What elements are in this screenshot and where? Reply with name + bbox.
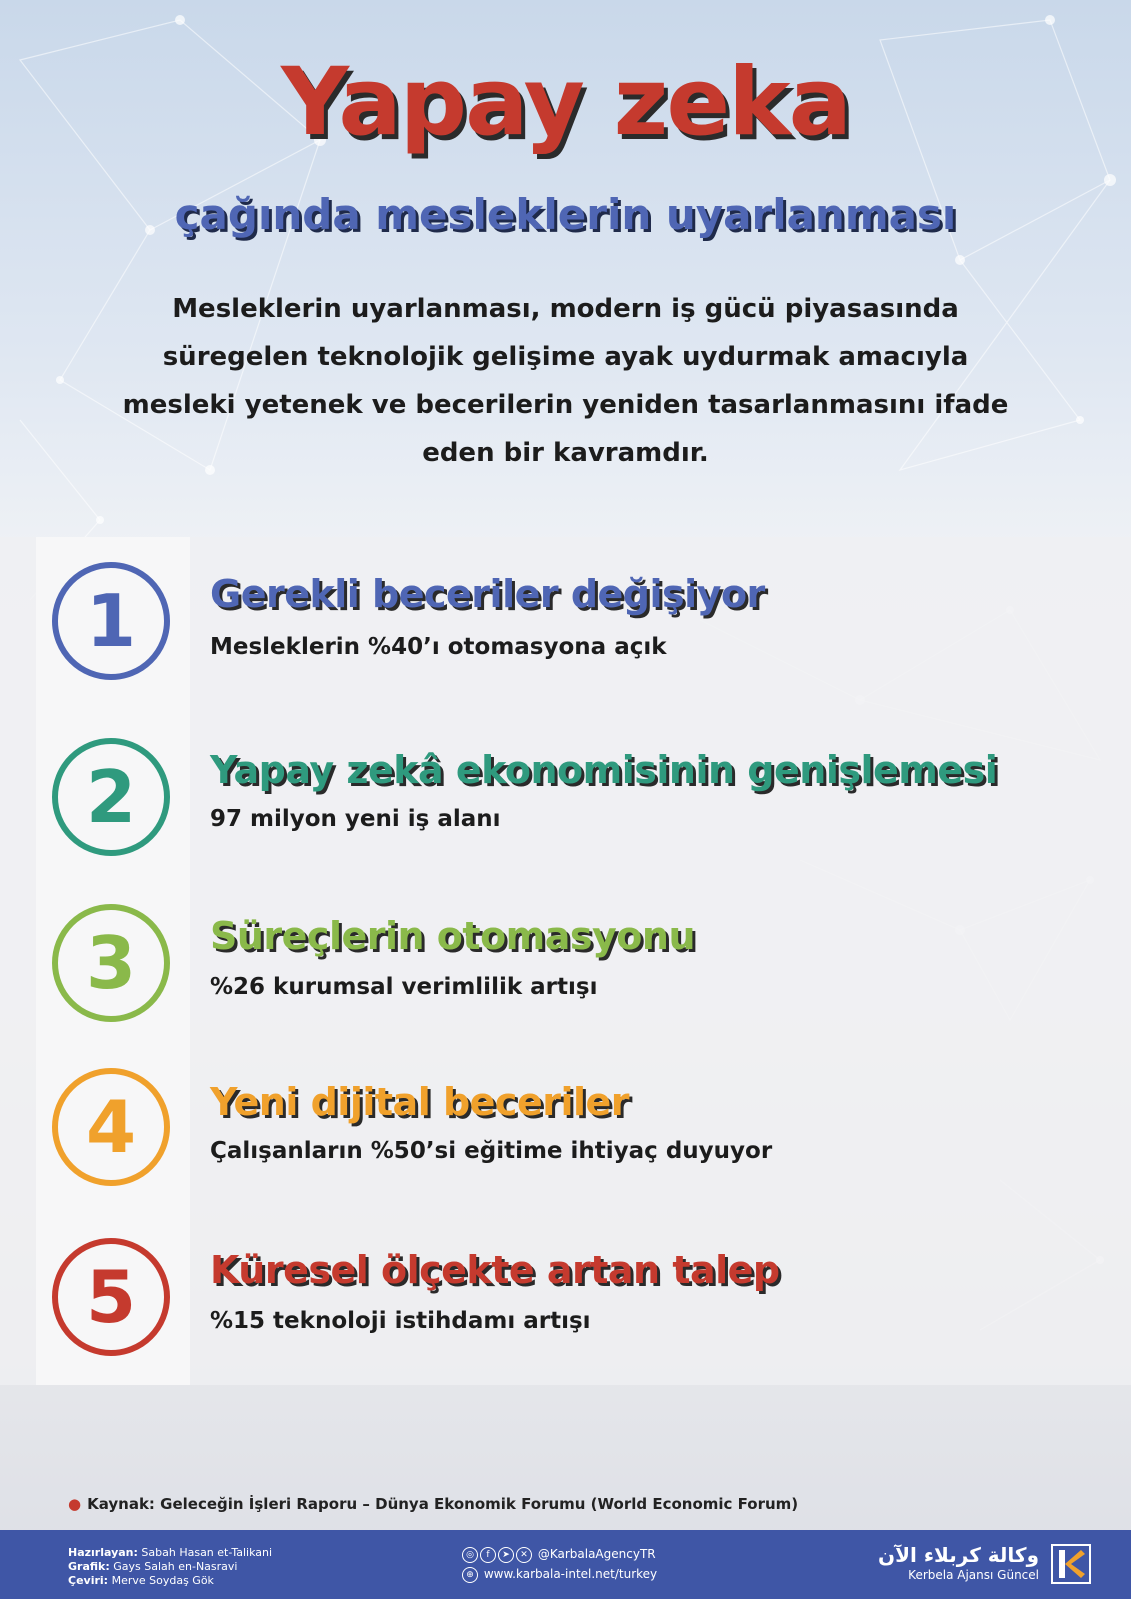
number-circle: 1 bbox=[52, 562, 170, 680]
list-item bbox=[0, 1068, 1131, 1198]
list-item bbox=[0, 1238, 1131, 1368]
number-circle: 3 bbox=[52, 904, 170, 1022]
main-title: Yapay zeka bbox=[280, 48, 851, 157]
x-icon[interactable]: ✕ bbox=[516, 1547, 532, 1563]
credit-graphic: Grafik: Gays Salah en-Nasravi bbox=[68, 1560, 238, 1573]
number-circle: 5 bbox=[52, 1238, 170, 1356]
item-detail: %15 teknoloji istihdamı artışı bbox=[210, 1308, 591, 1334]
item-title: Yeni dijital beceriler bbox=[210, 1080, 630, 1124]
brand-arabic: وكالة كربلاء الآن bbox=[878, 1543, 1039, 1567]
list-item bbox=[0, 562, 1131, 692]
credit-prepared: Hazırlayan: Sabah Hasan et-Talikani bbox=[68, 1546, 273, 1559]
item-detail: %26 kurumsal verimlilik artışı bbox=[210, 974, 598, 1000]
brand-turkish: Kerbela Ajansı Güncel bbox=[908, 1568, 1039, 1582]
source-note bbox=[68, 1495, 798, 1513]
source-text: Kaynak: Geleceğin İşleri Raporu – Dünya Ekonomik Forumu (World Economic Forum) bbox=[87, 1495, 799, 1513]
social-handle[interactable]: @KarbalaAgencyTR bbox=[537, 1547, 656, 1561]
bullet-dot-icon: ● bbox=[68, 1495, 82, 1513]
agency-logo-icon bbox=[1051, 1544, 1091, 1584]
credits bbox=[68, 1546, 272, 1588]
footer-bar bbox=[0, 1530, 1131, 1599]
item-title: Yapay zekâ ekonomisinin genişlemesi bbox=[210, 748, 998, 792]
item-detail: 97 milyon yeni iş alanı bbox=[210, 806, 501, 832]
social-links bbox=[462, 1544, 657, 1584]
brand-block bbox=[878, 1543, 1039, 1583]
item-title: Gerekli beceriler değişiyor bbox=[210, 572, 765, 616]
intro-paragraph: Mesleklerin uyarlanması, modern iş gücü piyasasında süregelen teknolojik gelişime ayak uydurmak amacıyla mesleki yetenek ve becerilerin yeniden tasarlanmasını ifade eden bir kavramdır. bbox=[122, 294, 1009, 468]
website-row bbox=[462, 1564, 657, 1584]
globe-icon: ⊕ bbox=[462, 1567, 478, 1583]
list-item bbox=[0, 738, 1131, 868]
item-detail: Çalışanların %50’si eğitime ihtiyaç duyuyor bbox=[210, 1138, 773, 1164]
number-circle: 2 bbox=[52, 738, 170, 856]
number-circle: 4 bbox=[52, 1068, 170, 1186]
facebook-icon[interactable]: f bbox=[480, 1547, 496, 1563]
telegram-icon[interactable]: ➤ bbox=[498, 1547, 514, 1563]
subtitle: çağında mesleklerin uyarlanması bbox=[174, 190, 957, 239]
instagram-icon[interactable]: ◎ bbox=[462, 1547, 478, 1563]
list-item bbox=[0, 904, 1131, 1034]
website-link[interactable]: www.karbala-intel.net/turkey bbox=[483, 1567, 658, 1581]
credit-translation: Çeviri: Merve Soydaş Gök bbox=[68, 1574, 214, 1587]
item-title: Küresel ölçekte artan talep bbox=[210, 1248, 780, 1292]
social-row bbox=[462, 1544, 657, 1564]
item-title: Süreçlerin otomasyonu bbox=[210, 914, 696, 958]
item-detail: Mesleklerin %40’ı otomasyona açık bbox=[210, 634, 667, 660]
